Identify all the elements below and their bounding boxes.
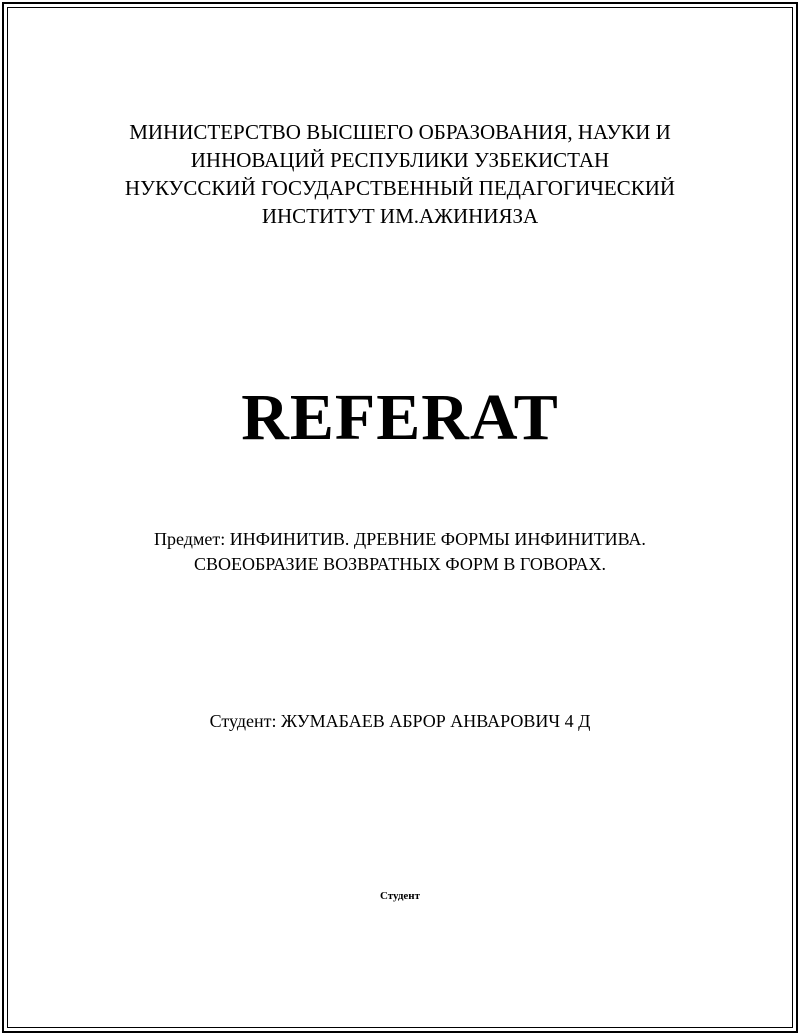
institution-header	[0, 118, 800, 230]
student-line: Студент: ЖУМАБАЕВ АБРОР АНВАРОВИЧ 4 Д	[209, 711, 591, 731]
subject-line: СВОЕОБРАЗИЕ ВОЗВРАТНЫХ ФОРМ В ГОВОРАХ.	[193, 554, 607, 574]
subject-line: Предмет: ИНФИНИТИВ. ДРЕВНИЕ ФОРМЫ ИНФИНИТИВА.	[154, 529, 646, 549]
document-title: REFERAT	[241, 381, 559, 454]
subject-block	[0, 527, 800, 577]
header-line: ИНСТИТУТ ИМ.АЖИНИЯЗА	[261, 204, 539, 228]
header-line: НУКУССКИЙ ГОСУДАРСТВЕННЫЙ ПЕДАГОГИЧЕСКИЙ	[124, 176, 676, 200]
header-line: МИНИСТЕРСТВО ВЫСШЕГО ОБРАЗОВАНИЯ, НАУКИ И	[129, 120, 671, 144]
header-line: ИННОВАЦИЙ РЕСПУБЛИКИ УЗБЕКИСТАН	[190, 148, 610, 172]
footer-label: Студент	[379, 890, 421, 902]
